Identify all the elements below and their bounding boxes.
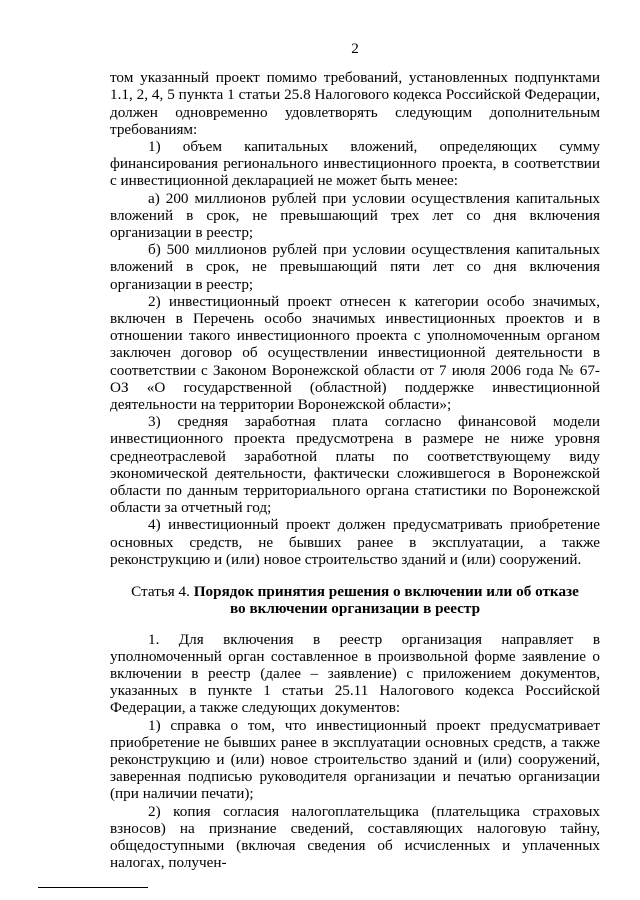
paragraph-requirement-2: 2) инвестиционный проект отнесен к категории особо значимых, включен в Перечень особо значимых инвестиционных проектов и в отношении такого инвестиционного проекта с уполномоченным органом заключен договор об осуществлении инвестиционной деятельности в соответствии с Законом Воронежской области от 7 июля 2006 года № 67-ОЗ «О государственной (областной) поддержке инвестиционной деятельности на территории Воронежской области»; — [110, 292, 600, 414]
article-title-line-1: Порядок принятия решения о включении или об отказе — [193, 583, 579, 601]
paragraph-requirement-4: 4) инвестиционный проект должен предусматривать приобретение основных средств, не бывших ранее в эксплуатации, а также реконструкцию и (или) новое строительство зданий и (или) сооружений. — [110, 516, 600, 568]
footnote-separator-line — [38, 887, 148, 888]
paragraph-continuation: том указанный проект помимо требований, установленных подпунктами 1.1, 2, 4, 5 пункта 1 статьи 25.8 Налогового кодекса Российской Федерации, должен одновременно удовлетворять следующим дополнительным требованиям: — [110, 69, 600, 138]
page-number: 2 — [351, 40, 359, 57]
paragraph-subitem-1: 1) справка о том, что инвестиционный проект предусматривает приобретение не бывших ранее в эксплуатации основных средств, а также реконструкцию и (или) новое строительство зданий и (или) сооружений, заверенная подписью руководителя организации и печатью организации (при наличии печати); — [110, 716, 600, 803]
article-title-line-2: во включении организации в реестр — [229, 600, 481, 618]
article-heading — [110, 583, 600, 617]
paragraph-requirement-1a: а) 200 миллионов рублей при условии осуществления капитальных вложений в срок, не превышающий трех лет со дня включения организации в реестр; — [110, 189, 600, 242]
paragraph-requirement-1b: б) 500 миллионов рублей при условии осуществления капитальных вложений в срок, не превышающий пяти лет со дня включения организации в реестр; — [110, 241, 600, 293]
paragraph-item-1: 1. Для включения в реестр организация направляет в уполномоченный орган составленное в произвольной форме заявление о включении в реестр (далее – заявление) с приложением документов, указанных в пункте 1 статьи 25.11 Налогового кодекса Российской Федерации, а также следующих документов: — [110, 630, 600, 717]
paragraph-requirement-1: 1) объем капитальных вложений, определяющих сумму финансирования регионального инвестиционного проекта, в соответствии с инвестиционной декларацией не может быть менее: — [110, 138, 600, 190]
paragraph-subitem-2: 2) копия согласия налогоплательщика (плательщика страховых взносов) на признание сведений, составляющих налоговую тайну, общедоступными (включая сведения об исчисленных и уплаченных налогах, получен- — [110, 802, 600, 872]
document-page — [110, 40, 600, 871]
article-label: Статья 4. — [131, 583, 190, 601]
paragraph-requirement-3: 3) средняя заработная плата согласно финансовой модели инвестиционного проекта предусмотрена в размере не ниже уровня среднеотраслевой заработной платы по соответствующему виду экономической деятельности, фактически сложившегося в Воронежской области по данным территориального органа статистики по Воронежской области за отчетный год; — [110, 413, 600, 517]
